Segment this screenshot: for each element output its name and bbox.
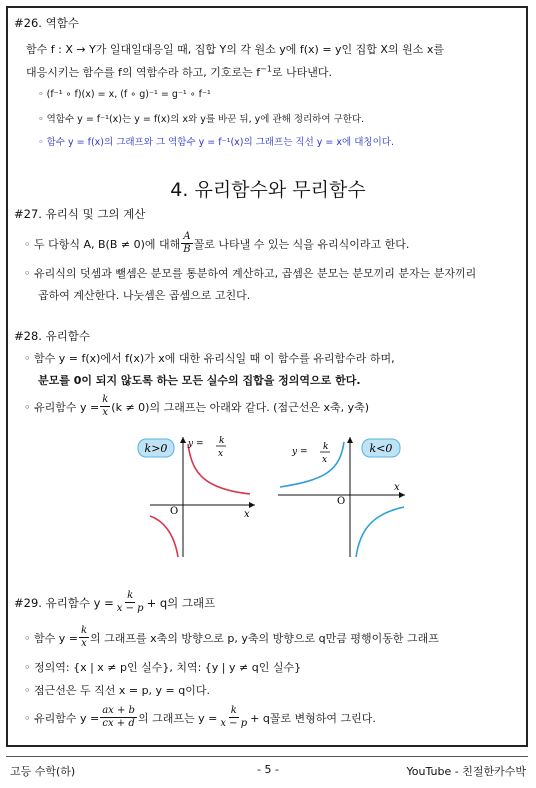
frac-num: k [80,625,88,636]
left-curve-q3 [150,516,178,557]
fraction-ax-b-over-cx-d [100,705,137,730]
graph-k-negative [278,437,405,557]
chapter-title: 4. 유리함수와 무리함수 [170,179,366,201]
section-27-heading: #27. 유리식 및 그의 계산 [14,207,146,221]
section-28-bullet-1-line1: ◦ 함수 y = f(x)에서 f(x)가 x에 대한 유리식일 때 이 함수를 유리함수라 하며, [24,352,395,365]
s29-b1-pre: ◦ 함수 y = [24,631,78,645]
section-29-bullet-3: ◦ 점근선은 두 직선 x = p, y = q이다. [24,684,211,697]
frac-den: x − p [220,718,248,729]
footer-divider [6,756,528,757]
fraction-k-over-x-minus-p [115,590,146,615]
fraction-a-over-b [181,231,192,256]
section-26-bullet-1: ◦ (f⁻¹ ∘ f)(x) = x, (f ∘ g)⁻¹ = g⁻¹ ∘ f⁻¹ [38,89,211,100]
left-badge-text: k>0 [144,442,168,455]
s29-heading-post: + q의 그래프 [146,595,216,610]
section-28-heading: #28. 유리함수 [14,329,91,343]
frac-den: x [81,638,87,649]
frac-num: k [102,394,109,405]
section-26-bullet-2: ◦ 역함수 y = f⁻¹(x)는 y = f(x)의 x와 y를 바꾼 뒤, y에 관해 정리하여 구한다. [38,114,365,125]
section-29-bullet-1 [24,625,439,650]
section-26-paragraph-line2 [26,64,332,80]
section-28-bullet-1-line2: 분모를 0이 되지 않도록 하는 모든 실수의 집합을 정의역으로 한다. [38,374,361,387]
frac-den: B [183,244,191,255]
rational-function-graphs [130,432,420,562]
section-29-bullet-2: ◦ 정의역: {x | x ≠ p인 실수}, 치역: {y | y ≠ q인 실수} [24,661,302,674]
left-eq-pre: y = [188,439,204,449]
b2-post: (k ≠ 0)의 그래프는 아래와 같다. (점근선은 x축, y축) [111,400,370,414]
section-27-bullet-2-line1: ◦ 유리식의 덧셈과 뺄셈은 분모를 통분하여 계산하고, 곱셈은 분모는 분모끼리 분자는 분자끼리 [24,267,477,280]
right-x-arrow [399,492,405,498]
left-origin: O [170,506,179,517]
section-28-bullet-2 [24,394,369,419]
right-y-arrow [347,437,353,443]
left-x-label: x [244,509,250,520]
right-badge-text: k<0 [369,442,393,455]
fraction-k-over-x [100,394,110,419]
b1-post: 꼴로 나타낼 수 있는 식을 유리식이라고 한다. [193,237,410,251]
s29-b4-post: + q꼴로 변형하여 그린다. [250,711,376,725]
fraction-k-over-x [79,625,89,650]
left-x-arrow [249,502,255,508]
b1-pre: ◦ 두 다항식 A, B(B ≠ 0)에 대해 [24,237,181,251]
graph-k-positive [138,436,255,557]
frac-den: x − p [116,603,144,614]
left-eq-den: x [218,449,224,459]
p1b-superscript: −1 [260,64,272,74]
footer-left: 고등 수학(하) [10,765,76,778]
frac-num: ax + b [102,705,135,716]
section-27-bullet-2-line2: 곱하여 계산한다. 나눗셈은 곱셈으로 고친다. [38,289,251,302]
right-curve-q4 [356,507,404,557]
right-eq-num: k [323,442,329,452]
s29-b4-mid: 의 그래프는 y = [137,711,218,725]
section-26-paragraph-line1: 함수 f : X → Y가 일대일대응일 때, 집합 Y의 각 원소 y에 f(x) = y인 집합 X의 원소 x를 [26,43,444,56]
section-29-bullet-4 [24,705,376,730]
right-eq-den: x [322,455,328,465]
footer-page-number: - 5 - [257,763,279,776]
frac-num: k [127,590,134,601]
right-curve-q2 [280,442,344,487]
frac-num: k [230,705,237,716]
section-27-bullet-1 [24,231,409,256]
s29-b1-post: 의 그래프를 x축의 방향으로 p, y축의 방향으로 q만큼 평행이동한 그래프 [90,631,439,645]
frac-den: x [102,407,109,418]
right-x-label: x [394,482,400,493]
footer-right: YouTube - 친절한카수박 [406,765,526,778]
p1b-text: 대응시키는 함수를 f의 역함수라 하고, 기호로는 f [26,66,261,79]
section-26-bullet-3: ◦ 함수 y = f(x)의 그래프와 그 역함수 y = f⁻¹(x)의 그래프는 직선 y = x에 대칭이다. [38,137,394,148]
frac-den: cx + d [102,718,135,729]
section-29-heading [14,590,215,615]
frac-num: A [183,231,191,242]
s29-heading-pre: #29. 유리함수 y = [14,595,114,610]
s29-b4-pre: ◦ 유리함수 y = [24,711,100,725]
right-origin: O [337,496,346,507]
section-26-heading: #26. 역함수 [14,16,79,30]
fraction-k-over-x-minus-p [218,705,249,730]
right-eq-pre: y = [292,447,308,457]
p1b-end: 로 나타낸다. [271,66,333,79]
left-eq-num: k [219,436,225,446]
b2-pre: ◦ 유리함수 y = [24,400,100,414]
left-y-arrow [180,437,186,443]
